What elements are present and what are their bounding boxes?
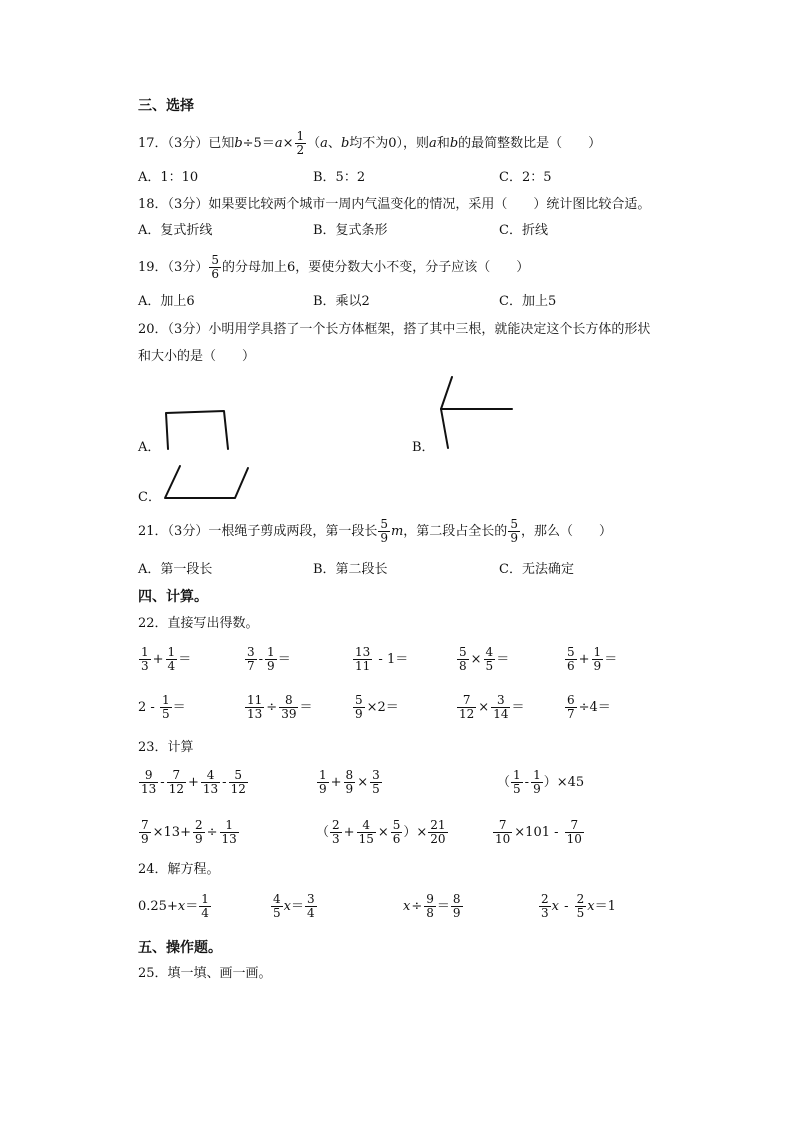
q22-expr-3: 13 11 - 1＝ (355, 645, 409, 673)
q24-eq-4: 2 3 x - 2 5 x ＝1 (541, 892, 616, 920)
q19-lead: 19．（3分） (138, 259, 209, 275)
q20-option-b[interactable]: B． (412, 440, 435, 455)
q22-expr-1: 1 3 + $\frac{1}{4}$ ＝ (141, 645, 192, 673)
fraction-5-6: 5 6 (211, 253, 219, 281)
question-23-title: 23．计算 (138, 740, 194, 755)
q17-and: 和 (436, 135, 450, 151)
figure-a-three-edges (160, 405, 235, 455)
question-25-title: 25．填一填、画一画。 (138, 966, 272, 981)
unit-m: m (390, 523, 404, 539)
q17-option-c[interactable]: C．2：5 (499, 170, 552, 185)
q17-option-a[interactable]: A．1：10 (138, 170, 199, 185)
q22-expr-7: $\frac{11}{13}$ ÷ $\frac{8}{39}$ ＝ (247, 693, 313, 721)
fraction-5-9-b: 5 9 (510, 517, 518, 545)
question-22-title: 22．直接写出得数。 (138, 616, 259, 631)
question-18: 18．（3分）如果要比较两个城市一周内气温变化的情况，采用（ ）统计图比较合适。 (138, 197, 651, 212)
q20-option-a[interactable]: A． (138, 440, 161, 455)
fraction-5-9: 5 9 (380, 517, 388, 545)
section-4-title: 四、计算。 (138, 589, 208, 605)
q23-expr-5: （ 2 3 + $\frac{4}{15}$ × $\frac{5}{6}$ ）× $\frac{21}{20}$ (316, 818, 446, 846)
var-a2: a (320, 135, 328, 151)
q23-expr-2: 1 9 + $\frac{8}{9}$ × $\frac{3}{5}$ (319, 768, 380, 796)
figure-c-three-edges (160, 462, 255, 504)
q18-option-b[interactable]: B．复式条形 (313, 223, 388, 238)
q17-lead: 17．（3分）已知 (138, 135, 235, 151)
q21-lead: 21．（3分）一根绳子剪成两段，第一段长 (138, 523, 378, 539)
var-a: a (274, 135, 283, 151)
q21-mid: ，第二段占全长的 (403, 523, 508, 539)
var-b3: b (449, 135, 459, 151)
question-19 (138, 254, 529, 280)
q23-expr-3: （ 1 5 - 1 9 ）×45 (497, 768, 585, 796)
q19-option-a[interactable]: A．加上6 (138, 294, 195, 309)
section-5-title: 五、操作题。 (138, 940, 222, 956)
q21-option-b[interactable]: B．第二段长 (313, 562, 388, 577)
q24-eq-1: 0.25+ x ＝ 1 4 (138, 892, 209, 920)
q22-expr-10: $\frac{6}{7}$ ÷4＝ (567, 693, 611, 721)
q22-expr-4: $\frac{5}{8}$ × $\frac{4}{5}$ ＝ (459, 645, 510, 673)
q23-expr-6: $\frac{7}{10}$ ×101 - 7 10 (495, 818, 582, 846)
var-a3: a (429, 135, 437, 151)
question-24-title: 24．解方程。 (138, 862, 220, 877)
q17-div5: ÷5＝ (242, 135, 275, 151)
q17-not0: 均不为0），则 (349, 135, 430, 151)
question-20-line1: 20．（3分）小明用学具搭了一个长方体框架，搭了其中三根，就能决定这个长方体的形状 (138, 322, 651, 337)
q19-option-c[interactable]: C．加上5 (499, 294, 557, 309)
q22-expr-8: $\frac{5}{9}$ ×2＝ (355, 693, 399, 721)
question-17 (138, 130, 601, 156)
q18-option-a[interactable]: A．复式折线 (138, 223, 213, 238)
q24-eq-2: 4 5 x ＝ 3 4 (273, 892, 315, 920)
question-20-line2: 和大小的是（ ） (138, 349, 256, 364)
q23-expr-4: $\frac{7}{9}$ ×13+ $\frac{2}{9}$ ÷ $\frac{1}{13}$ (141, 818, 237, 846)
q22-expr-5: 5 6 + $\frac{1}{9}$ ＝ (567, 645, 618, 673)
var-b2: b (340, 135, 350, 151)
q17-paren: （ (307, 135, 321, 151)
q19-tail: 的分母加上6，要使分数大小不变，分子应该（ ） (221, 259, 530, 275)
q22-expr-6: 2 - 1 5 ＝ (138, 693, 186, 721)
q20-option-c[interactable]: C． (138, 490, 161, 505)
q21-option-c[interactable]: C．无法确定 (499, 562, 574, 577)
section-3-title: 三、选择 (138, 98, 194, 114)
q24-eq-3: x ÷ $\frac{9}{8}$ ＝ 8 9 (403, 892, 461, 920)
figure-b-three-edges (432, 372, 517, 454)
fraction-half: $\frac{1}{2}$ (296, 129, 305, 157)
q18-option-c[interactable]: C．折线 (499, 223, 548, 238)
q22-expr-9: $\frac{7}{12}$ × $\frac{3}{14}$ ＝ (459, 693, 525, 721)
q17-option-b[interactable]: B．5：2 (313, 170, 366, 185)
q21-tail: ，那么（ ） (520, 523, 612, 539)
q17-comma: 、 (327, 135, 341, 151)
q22-expr-2: 3 7 - 1 9 ＝ (247, 645, 291, 673)
q17-tail: 的最简整数比是（ ） (458, 135, 602, 151)
q21-option-a[interactable]: A．第一段长 (138, 562, 213, 577)
q23-expr-1: 9 13 - 7 12 + $\frac{4}{13}$ - 5 12 (141, 768, 246, 796)
question-21 (138, 518, 612, 544)
q17-times: × (282, 135, 294, 151)
var-b: b (234, 135, 243, 151)
q19-option-b[interactable]: B．乘以2 (313, 294, 370, 309)
